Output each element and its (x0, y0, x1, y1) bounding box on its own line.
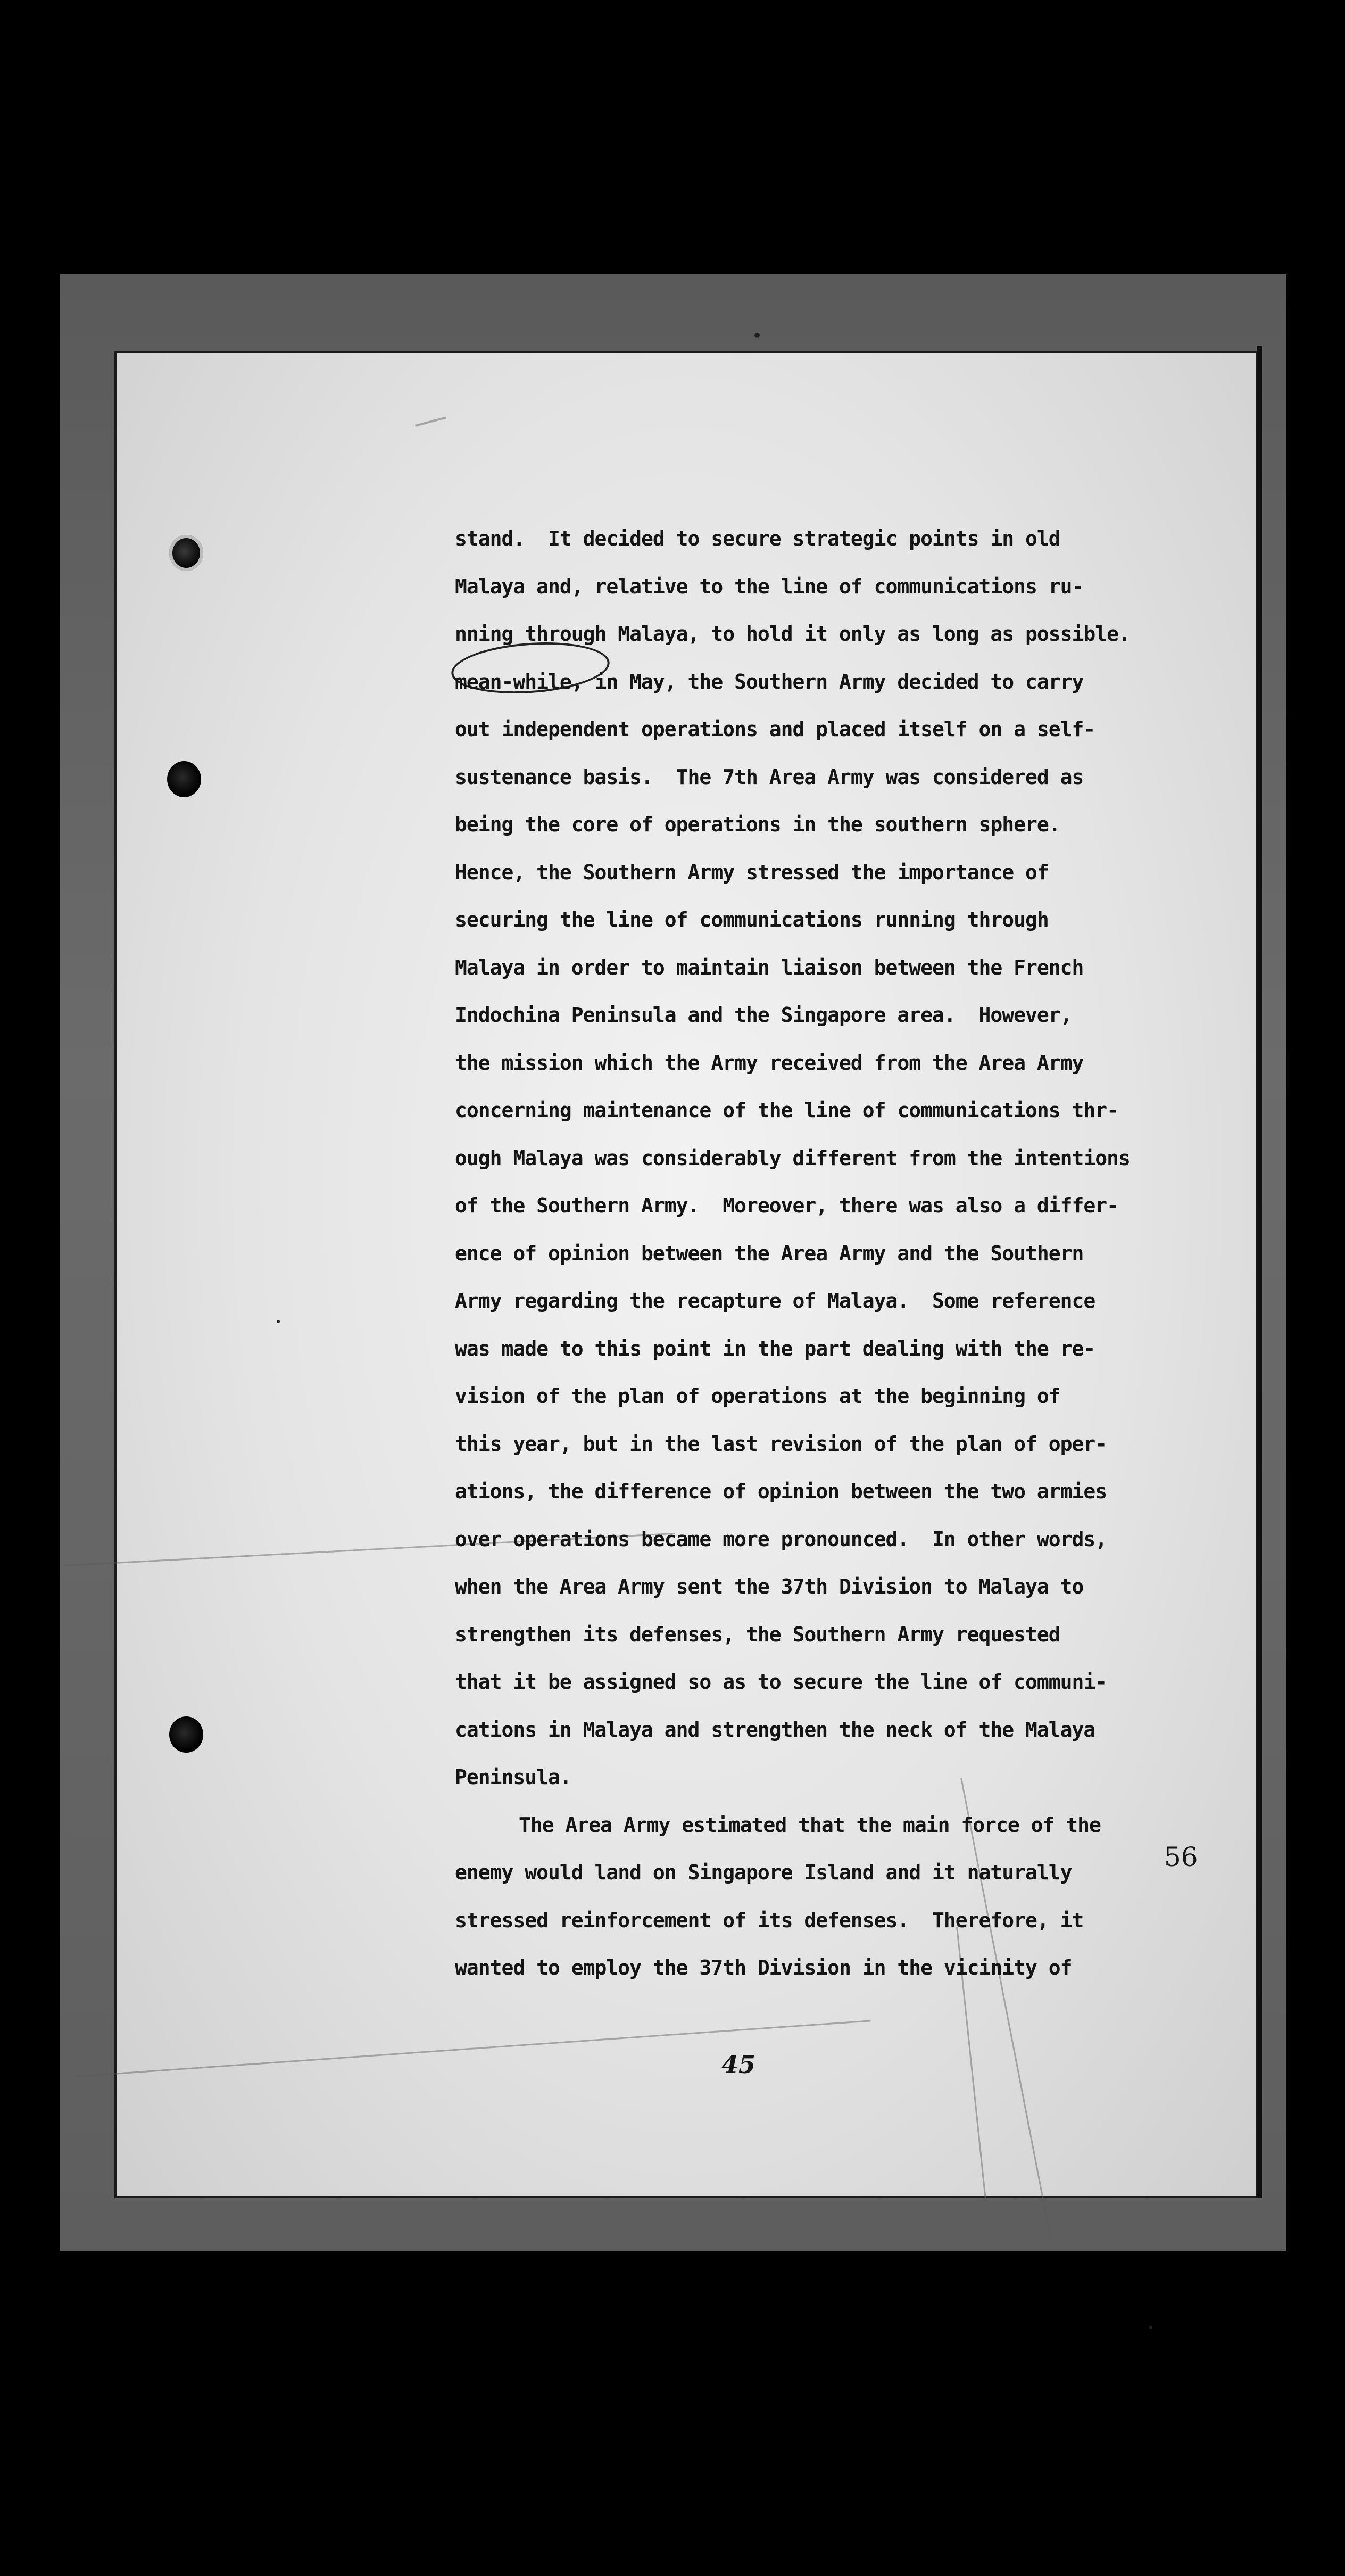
text-line: that it be assigned so as to secure the line of communi- (455, 1670, 1107, 1694)
speck (754, 333, 760, 338)
page-number: 45 (721, 2050, 756, 2079)
text-line: strengthen its defenses, the Southern Army requested (455, 1622, 1060, 1646)
text-line: Peninsula. (455, 1765, 571, 1789)
text-line: vision of the plan of operations at the beginning of (455, 1384, 1060, 1408)
typed-text (455, 515, 1147, 1992)
margin-note: 56 (1164, 1842, 1198, 1872)
speck (1149, 2326, 1152, 2329)
text-line: ence of opinion between the Area Army and the Southern (455, 1241, 1084, 1265)
text-line: ough Malaya was considerably different from the intentions (455, 1146, 1130, 1170)
text-line: enemy would land on Singapore Island and it naturally (455, 1861, 1072, 1884)
text-line: Hence, the Southern Army stressed the importance of (455, 860, 1049, 884)
text-line: sustenance basis. The 7th Area Army was considered as (455, 765, 1084, 789)
text-line: securing the line of communications running through (455, 908, 1049, 931)
text-line: when the Area Army sent the 37th Division to Malaya to (455, 1575, 1084, 1598)
text-line: cations in Malaya and strengthen the neck of the Malaya (455, 1718, 1095, 1741)
text-line: being the core of operations in the southern sphere. (455, 813, 1060, 836)
text-line: out independent operations and placed itself on a self- (455, 717, 1095, 741)
text-line: mean-while, in May, the Southern Army decided to carry (455, 670, 1084, 693)
text-line: Indochina Peninsula and the Singapore area. However, (455, 1003, 1072, 1027)
text-line: was made to this point in the part dealing with the re- (455, 1336, 1095, 1360)
punch-hole-top (169, 535, 203, 571)
speck (277, 1320, 280, 1323)
text-line: Malaya and, relative to the line of communications ru- (455, 574, 1084, 598)
punch-hole-middle (167, 761, 201, 797)
text-line: the mission which the Army received from the Area Army (455, 1051, 1084, 1075)
text-line: this year, but in the last revision of the plan of oper- (455, 1432, 1107, 1456)
text-line: over operations became more pronounced. In other words, (455, 1527, 1107, 1551)
text-line: Army regarding the recapture of Malaya. Some reference (455, 1289, 1095, 1312)
text-line: stressed reinforcement of its defenses. Therefore, it (455, 1908, 1084, 1932)
text-line: of the Southern Army. Moreover, there was also a differ- (455, 1194, 1119, 1217)
page-edge (1257, 346, 1262, 2198)
text-line: stand. It decided to secure strategic points in old (455, 527, 1060, 550)
text-line: Malaya in order to maintain liaison between the French (455, 955, 1084, 979)
punch-hole-bottom (169, 1716, 203, 1753)
text-line: ations, the difference of opinion between the two armies (455, 1480, 1107, 1503)
text-line: concerning maintenance of the line of communications thr- (455, 1099, 1119, 1122)
text-line: wanted to employ the 37th Division in the vicinity of (455, 1956, 1072, 1979)
text-line: nning through Malaya, to hold it only as long as possible. (455, 622, 1130, 646)
text-line: The Area Army estimated that the main force of the (519, 1813, 1101, 1837)
